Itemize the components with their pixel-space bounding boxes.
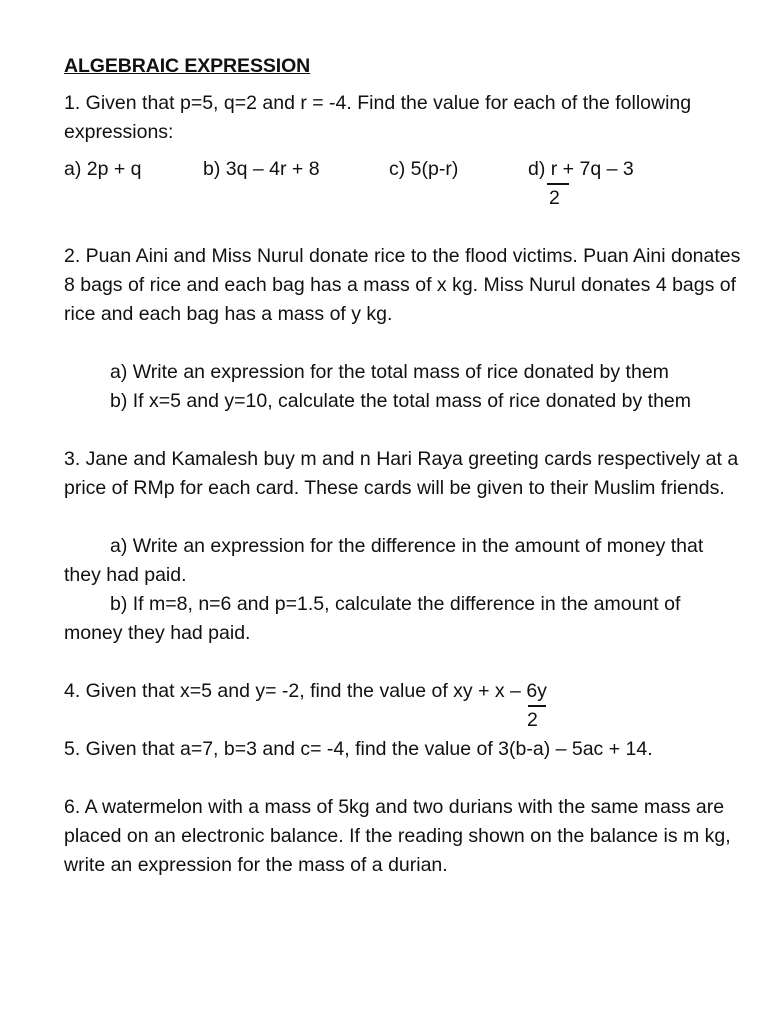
question-3-part-a: a) Write an expression for the difference in the amount of money that they had paid. xyxy=(64,535,704,586)
question-2-part-a: a) Write an expression for the total mass of rice donated by them xyxy=(110,361,669,383)
question-4-denominator: 2 xyxy=(527,709,538,731)
question-1-part-c: c) 5(p-r) xyxy=(389,158,459,180)
question-1-part-d-denominator: 2 xyxy=(549,187,560,209)
question-3-part-b: b) If m=8, n=6 and p=1.5, calculate the difference in the amount of money they had paid. xyxy=(64,593,681,644)
question-1-part-d xyxy=(528,155,634,184)
question-1-part-b: b) 3q – 4r + 8 xyxy=(203,158,320,180)
question-1-parts xyxy=(64,155,744,213)
worksheet-title: ALGEBRAIC EXPRESSION xyxy=(64,55,311,77)
question-6-text: 6. A watermelon with a mass of 5kg and two durians with the same mass are placed on an electronic balance. If the reading shown on the balance is m kg, write an expression for the mass of a durian. xyxy=(64,796,731,876)
question-1-part-d-numerator: r + 7q – 3 xyxy=(550,158,634,180)
question-4 xyxy=(64,677,744,735)
worksheet xyxy=(64,52,744,880)
question-3-text: 3. Jane and Kamalesh buy m and n Hari Raya greeting cards respectively at a price of RMp for each card. These cards will be given to their Muslim friends. xyxy=(64,448,739,499)
question-2-text: 2. Puan Aini and Miss Nurul donate rice to the flood victims. Puan Aini donates 8 bags of rice and each bag has a mass of x kg. Miss Nurul donates 4 bags of rice and each bag has a mass of y kg. xyxy=(64,245,741,325)
question-1-part-d-label: d) xyxy=(528,158,551,180)
question-5-text: 5. Given that a=7, b=3 and c= -4, find the value of 3(b-a) – 5ac + 14. xyxy=(64,738,653,760)
question-4-text: 4. Given that x=5 and y= -2, find the value of xy + x – 6y xyxy=(64,680,547,702)
question-1-part-a: a) 2p + q xyxy=(64,158,142,180)
question-1-text: 1. Given that p=5, q=2 and r = -4. Find the value for each of the following expressions: xyxy=(64,92,692,143)
question-2-part-b: b) If x=5 and y=10, calculate the total mass of rice donated by them xyxy=(110,390,692,412)
